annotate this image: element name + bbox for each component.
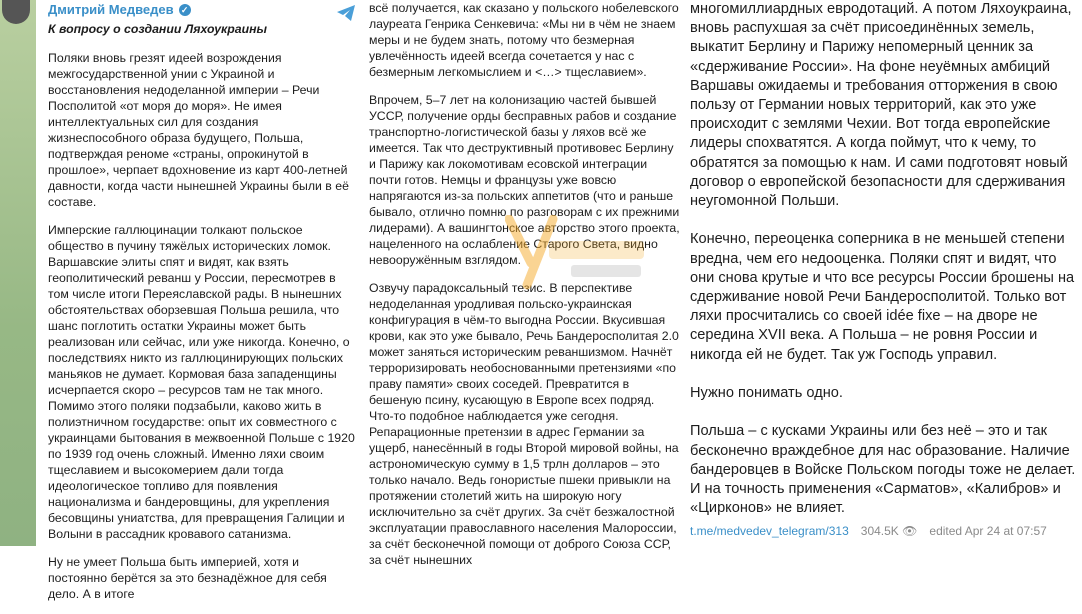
paragraph: Конечно, переоценка соперника в не меньшей степени вредна, чем его недооценка. Поляки спят и видят, что они снова крутые и что все ресурсы России брошены на сдерживание новой Речи Бандеросполитой. Только вот ляхи просчитались со своей idée fixe – на дворе не середина XVII века. А Польша – не ровня России и никогда ей не будет. Так уж Господь управил. bbox=[690, 231, 1075, 363]
views-value: 304.5K bbox=[860, 524, 899, 539]
post-column-1 bbox=[48, 0, 358, 614]
paragraph: Ну не умеет Польша быть империей, хотя и постоянно берётся за это безнадёжное для себя дело. А в итоге bbox=[48, 555, 327, 601]
paragraph: Озвучу парадоксальный тезис. В перспективе недоделанная уродливая польско-украинская конфигурация в чём-то выгодна России. Вкусившая крови, как это уже бывало, Речь Бандеросполитая 2.0 может заняться историческим реваншизмом. Начнёт терроризировать необоснованными претензиями «по праву памяти» своих соседей. Превратится в бешеную псину, кусающую в Европе всех подряд. Что-то подобное наблюдается уже сегодня. Репарационные претензии в адрес Германии за ущерб, нанесённый в годы Второй мировой войны, на астрономическую сумму в 1,5 трлн долларов – это только начало. Ведь гонористые пшеки привыкли на протяжении столетий жить на широкую ногу исключительно за счёт других. За счёт безжалостной эксплуатации православного населения Малороссии, за счёт бесконечной помощи от доброго Союза ССР, за счёт нынешних bbox=[369, 281, 679, 567]
paragraph: Нужно понимать одно. bbox=[690, 385, 843, 402]
post-footer bbox=[690, 523, 1080, 539]
post-link[interactable]: t.me/medvedev_telegram/313 bbox=[690, 524, 849, 539]
chat-background bbox=[0, 0, 36, 546]
view-count bbox=[861, 523, 918, 539]
paragraph: Имперские галлюцинации толкают польское общество в пучину тяжёлых исторических ломок. Варшавские элиты спят и видят, как взять геополитический реванш у России, пересмотрев в том числе итоги Переяславской рады. В нынешних обстоятельствах оборзевшая Польша решила, что шанс поглотить остатки Украины может быть реализован или сейчас, или уже никогда. Конечно, о последствиях никто из галлюцинирующих польских маньяков не думает. Кормовая база западенщины исчерпается скоро – ресурсов там не так много. Помимо этого поляки подзабыли, каково жить в полиэтничном государстве: опыт их совместного с украинцами бытования в межвоенной Польше с 1920 по 1939 год очень сложный. Именно ляхи своим тщеславием и высокомерием дали тогда идеологическое топливо для появления национализма и бандеровщины, для укрепления бесовщины униатства, для превращения Галиции и Волыни в рассадник кровавого сатанизма. bbox=[48, 223, 355, 541]
paragraph: всё получается, как сказано у польского нобелевского лауреата Генрика Сенкевича: «Мы ни в чём не знаем меры и не будем знать, потому что безмерная увлечённость идеей всегда сочетается у нас с безмерным легкомыслием и <…> тщеславием». bbox=[369, 1, 679, 79]
avatar[interactable] bbox=[2, 0, 30, 24]
edited-timestamp: edited Apr 24 at 07:57 bbox=[929, 524, 1047, 539]
channel-author[interactable] bbox=[48, 1, 358, 19]
paragraph: Польша – с кусками Украины или без неё – это и так бесконечно враждебное для нас образование. Наличие бандеровцев в Войске Польском погоды тоже не делает. И на точность применения «Сарматов», «Калибров» и «Цирконов» не влияет. bbox=[690, 423, 1076, 517]
eye-icon: 👁 bbox=[902, 524, 918, 539]
verified-badge-icon: ✓ bbox=[179, 4, 191, 16]
paragraph: многомиллиардных евродотаций. А потом Ляхоукраина, вновь распухшая за счёт присоединённых земель, выкатит Берлину и Парижу непомерный ценник за «сдерживание России». На фоне неуёмных амбиций Варшавы ожидаемы и требования отторжения в свою пользу от Германии новых территорий, как это уже происходит с землями Чехии. Вот тогда европейские лидеры спохватятся. А когда поймут, что к чему, то обратятся за помощью к нам. И сами подготовят новый договор о европейской безопасности для сдерживания неугомонной Польши. bbox=[690, 1, 1072, 210]
post-column-2 bbox=[369, 0, 681, 580]
author-name[interactable]: Дмитрий Медведев bbox=[48, 2, 174, 17]
paragraph: Поляки вновь грезят идеей возрождения межгосударственной унии с Украиной и восстановления недоделанной империи – Речи Посполитой «от моря до моря». Не имея интеллектуальных сил для создания жизнеспособного образа будущего, Польша, подтверждая реноме «страны, опрокинутой в прошлое», черпает вдохновение из карт 400-летней давности, когда части нынешней Украины были в её составе. bbox=[48, 51, 349, 209]
paragraph: Впрочем, 5–7 лет на колонизацию частей бывшей УССР, получение орды бесправных рабов и создание транспортно-логистической базы у ляхов всё же имеется. Так что деструктивный противовес Берлину и Парижу как локомотивам есовской интеграции почти готов. Немцы и французы уже вовсю напрягаются из-за польских аппетитов (что и раньше бывало, отлично помню по разговорам с их прежними лидерами). А вашингтонское авторство этого проекта, нацеленного на ослабление Старого Света, видно невооружённым взглядом. bbox=[369, 93, 680, 267]
post-column-3 bbox=[690, 0, 1080, 539]
post-title: К вопросу о создании Ляхоукраины bbox=[48, 22, 268, 36]
